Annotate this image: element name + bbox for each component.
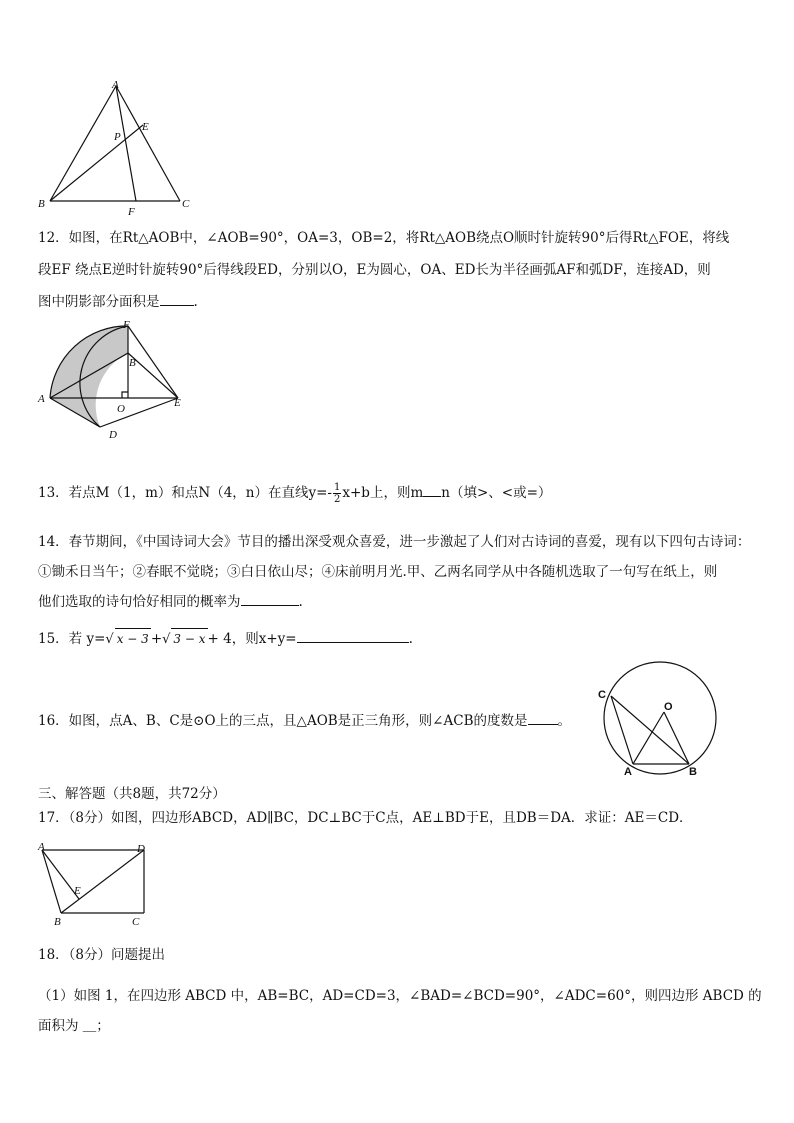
q18-title: 18．（8分）问题提出 xyxy=(38,947,166,963)
label-F: F xyxy=(123,319,130,331)
label-C: C xyxy=(182,198,190,210)
sqrt-sign-2: √ xyxy=(162,632,171,647)
q15-line: 15．若 y=√ x − 3 +√ 3 − x + 4，则x+y= . xyxy=(38,628,413,650)
figure-q16-circle xyxy=(594,660,724,778)
label-C: C xyxy=(132,916,140,928)
sqrt-sign-1: √ xyxy=(105,632,114,647)
q14-line3: 他们选取的诗句恰好相同的概率为 . xyxy=(38,594,303,610)
label-B: B xyxy=(689,766,697,778)
figure-q12-arcs xyxy=(34,316,194,440)
q18-line1: （1）如图 1，在四边形 ABCD 中，AB=BC，AD=CD=3，∠BAD=∠BCD=90°，∠ADC=60°，则四边形 ABCD 的 xyxy=(38,988,762,1004)
label-A: A xyxy=(38,393,45,405)
figure-q11-triangle xyxy=(34,78,194,220)
answer-blank-q15[interactable] xyxy=(297,630,409,643)
radicand-1: x − 3 xyxy=(115,628,151,649)
label-P: P xyxy=(114,131,121,143)
label-E: E xyxy=(74,885,81,897)
fraction-one-half: $\frac{1}{2}$ xyxy=(334,482,341,505)
label-B: B xyxy=(54,916,61,928)
answer-blank-q16[interactable] xyxy=(528,712,558,725)
q12-line1: 12．如图，在Rt△AOB中，∠AOB=90°，OA=3，OB=2，将Rt△AOB绕点O顺时针旋转90°后得Rt△FOE，将线 xyxy=(38,230,730,246)
section-title: 三、解答题（共8题，共72分） xyxy=(38,786,226,802)
label-E: E xyxy=(174,397,181,409)
answer-blank-q14[interactable] xyxy=(241,593,299,606)
answer-blank-q13[interactable] xyxy=(423,484,441,497)
answer-blank-q12[interactable] xyxy=(160,293,194,306)
q12-line2: 段EF 绕点E逆时针旋转90°后得线段ED，分别以O，E为圆心，OA、ED长为半径画弧AF和弧DF，连接AD，则 xyxy=(38,262,711,278)
radicand-2: 3 − x xyxy=(171,628,207,649)
q14-line1: 14．春节期间，《中国诗词大会》节目的播出深受观众喜爱，进一步激起了人们对古诗词的喜爱，现有以下四句古诗词： xyxy=(38,534,751,550)
q17-line: 17．（8分）如图，四边形ABCD，AD∥BC，DC⊥BC于C点，AE⊥BD于E，且DB＝DA．求证：AE＝CD． xyxy=(38,810,693,826)
label-E: E xyxy=(142,121,149,133)
q13-line: 13．若点M（1，m）和点N（4，n）在直线y=- $\frac{1}{2}$ x+b上，则m n（填>、<或=） xyxy=(38,482,552,505)
label-B: B xyxy=(38,198,45,210)
label-D: D xyxy=(137,843,145,855)
q12-line3: 图中阴影部分面积是 . xyxy=(38,294,198,310)
figure-q17-quadrilateral xyxy=(34,838,158,932)
q14-line2: ①锄禾日当午；②春眠不觉晓；③白日依山尽；④床前明月光.甲、乙两名同学从中各随机选取了一句写在纸上，则 xyxy=(38,564,718,580)
label-B: B xyxy=(129,357,136,369)
label-D: D xyxy=(109,429,117,440)
label-A: A xyxy=(624,766,632,778)
label-O: O xyxy=(664,701,673,713)
q16-line: 16．如图，点A、B、C是⊙O上的三点，且△AOB是正三角形，则∠ACB的度数是 。 xyxy=(38,713,571,729)
label-A: A xyxy=(112,79,119,91)
label-A: A xyxy=(38,841,45,853)
label-C: C xyxy=(598,689,606,701)
q12-line3-text: 图中阴影部分面积是 xyxy=(38,294,160,310)
label-F: F xyxy=(128,206,135,218)
label-O: O xyxy=(117,403,125,415)
q18-line2: 面积为 ＿； xyxy=(38,1018,110,1034)
